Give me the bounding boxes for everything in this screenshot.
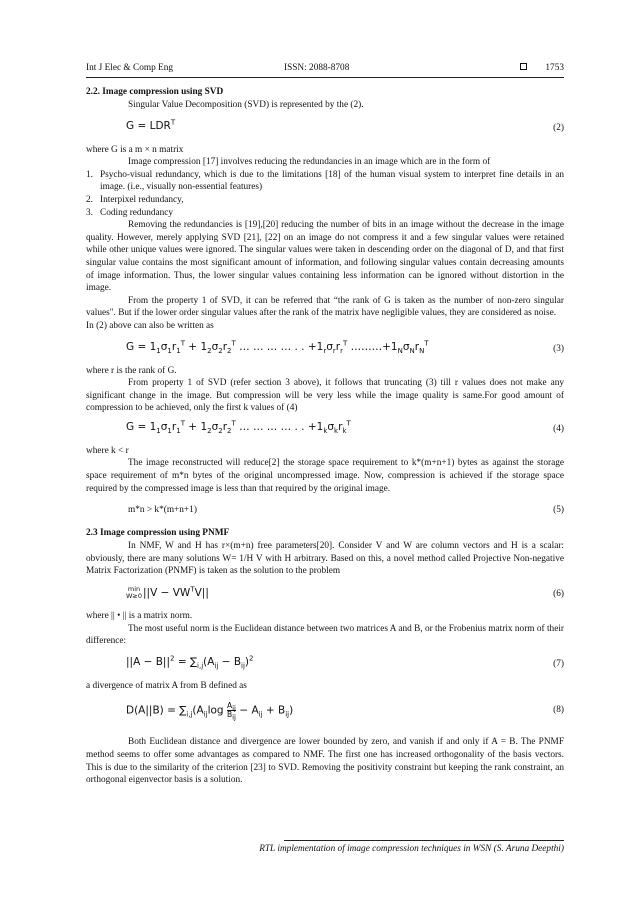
equation-7-body: $||A - B||^2 = \sum_{i,j}(A_{ij} - B_{ij})^2$	[126, 654, 254, 670]
nmf-paragraph: In NMF, W and H has r×(m+n) free parameters[20]. Consider V and W are column vectors and H is a scalar: obviously, there are many solutions W= 1/H V with H arbitrary. Based on this, a novel method called Projective Non-negative Matrix Factorization (PNMF) is taken as the solution to the problem	[86, 541, 564, 577]
list-item: 3. Coding redundancy	[86, 207, 174, 218]
truncate-paragraph: From property 1 of SVD (refer section 3 above), it follows that truncating (3) till r values does not make any significant change in the image. But compression will be very less while the image quality is same.For good amount of compression to be achieved, only the first k values of (4)	[86, 378, 564, 414]
equation-2-body: $G = LDR^T$	[126, 118, 176, 132]
svd-intro: Singular Value Decomposition (SVD) is represented by the (2).	[128, 100, 364, 110]
equation-8	[86, 700, 564, 726]
where-g-text: where G is a m × n matrix	[86, 144, 184, 155]
issn: ISSN: 2088-8708	[284, 63, 350, 73]
equation-2-number: (2)	[553, 122, 564, 133]
equation-5-number: (5)	[553, 505, 564, 516]
main-content	[86, 86, 564, 787]
equation-7-number: (7)	[553, 658, 564, 669]
equation-3	[86, 339, 564, 359]
where-k-text: where k < r	[86, 445, 129, 456]
equation-8-body: $D(A||B) = \sum_{i,j}(A_{ij}\log$ $\frac{A_{ij}}{B_{ij}}$ − $A_{ij} + B_{ij}$)	[126, 701, 294, 722]
norm-paragraph: The most useful norm is the Euclidean distance between two matrices A and B, or the Frobenius matrix norm of their difference:	[86, 623, 564, 647]
journal-name: Int J Elec & Comp Eng	[86, 63, 174, 73]
equation-2	[86, 118, 564, 138]
where-r-text: where r is the rank of G.	[86, 365, 177, 376]
where-norm-text: where || • || is a matrix norm.	[86, 611, 193, 622]
equation-6-number: (6)	[553, 589, 564, 600]
reconstructed-paragraph: The image reconstructed will reduce[2] the storage space requirement to k*(m+n+1) bytes as against the storage space requirement of m*n bytes of the original uncompressed image. Now, compression is achieved if the storage space required by the compressed image is less than that required by the original image.	[86, 458, 564, 494]
rewrite-intro: In (2) above can also be written as	[86, 320, 214, 331]
svd-property-paragraph: From the property 1 of SVD, it can be referred that “the rank of G is taken as the number of non-zero singular values". But if the lower order singular values after the rank of the matrix have negligible values, they are considered as noise.	[86, 295, 564, 319]
euclidean-divergence-paragraph: Both Euclidean distance and divergence are lower bounded by zero, and vanish if and only if A = B. The PNMF method seems to offer some advantages as compared to NMF. The first one has increased orthogonality of the basis vectors. This is due to the similarity of the criterion [23] to SVD. Removing the positivity constraint but keeping the rank constraint, an orthogonal eigenvector basis is a solution.	[86, 737, 564, 786]
equation-5	[86, 499, 564, 521]
running-header	[86, 62, 564, 76]
section-heading-2-2: 2.2. Image compression using SVD	[86, 87, 224, 97]
equation-3-body: $G = 1_1\sigma_1r_1^T + 1_2\sigma_2r_2^T$ … … … … . . $+1_r\sigma_rr_r^T$ $\dots\dots\dots+1_N\sigma_Nr_N^T$	[126, 339, 429, 355]
divergence-intro: a divergence of matrix A from B defined as	[86, 680, 247, 691]
equation-7	[86, 654, 564, 674]
removing-redundancies-paragraph: Removing the redundancies is [19],[20] reducing the number of bits in an image without the decrease in the image quality. However, merely applying SVD [21], [22] on an image do not compress it and a few singular values were retained while other unique values were ignored. The singular values were taken in descending order on the diagonal of D, and that first singular value contains the most significant amount of information, and following singular values contain decreasing amounts of image information. Thus, the lower singular values containing less information can be ignored without distortion in the image.	[86, 220, 564, 294]
section-heading-2-3: 2.3 Image compression using PNMF	[86, 528, 230, 539]
equation-6-body: min W≥0 $||V - VW^TV||$	[126, 585, 209, 601]
header-rule	[86, 77, 564, 78]
equation-4-body: $G = 1_1\sigma_1r_1^T + 1_2\sigma_2r_2^T$ … … … … . . $+1_k\sigma_kr_k^T$	[126, 419, 351, 435]
running-footer: RTL implementation of image compression techniques in WSN (S. Aruna Deepthi)	[259, 844, 564, 854]
page-number: 1753	[545, 63, 564, 73]
page-number-block	[520, 62, 564, 75]
equation-4	[86, 419, 564, 439]
footer-rule	[284, 840, 564, 841]
compression-paragraph: Image compression [17] involves reducing the redundancies in an image which are in the form of	[128, 157, 491, 168]
equation-6	[86, 584, 564, 610]
equation-8-number: (8)	[553, 705, 564, 716]
checkbox-square-icon	[520, 63, 527, 70]
list-item: 1. Psycho-visual redundancy, which is due to the limitations [18] of the human visual system to interpret fine details in an image. (i.e., visually non-essential features)	[86, 169, 564, 193]
list-item: 2. Interpixel redundancy,	[86, 194, 184, 205]
equation-4-number: (4)	[553, 423, 564, 434]
equation-5-body: m*n > k*(m+n+1)	[128, 505, 197, 516]
equation-3-number: (3)	[553, 343, 564, 354]
redundancy-list	[86, 169, 564, 219]
